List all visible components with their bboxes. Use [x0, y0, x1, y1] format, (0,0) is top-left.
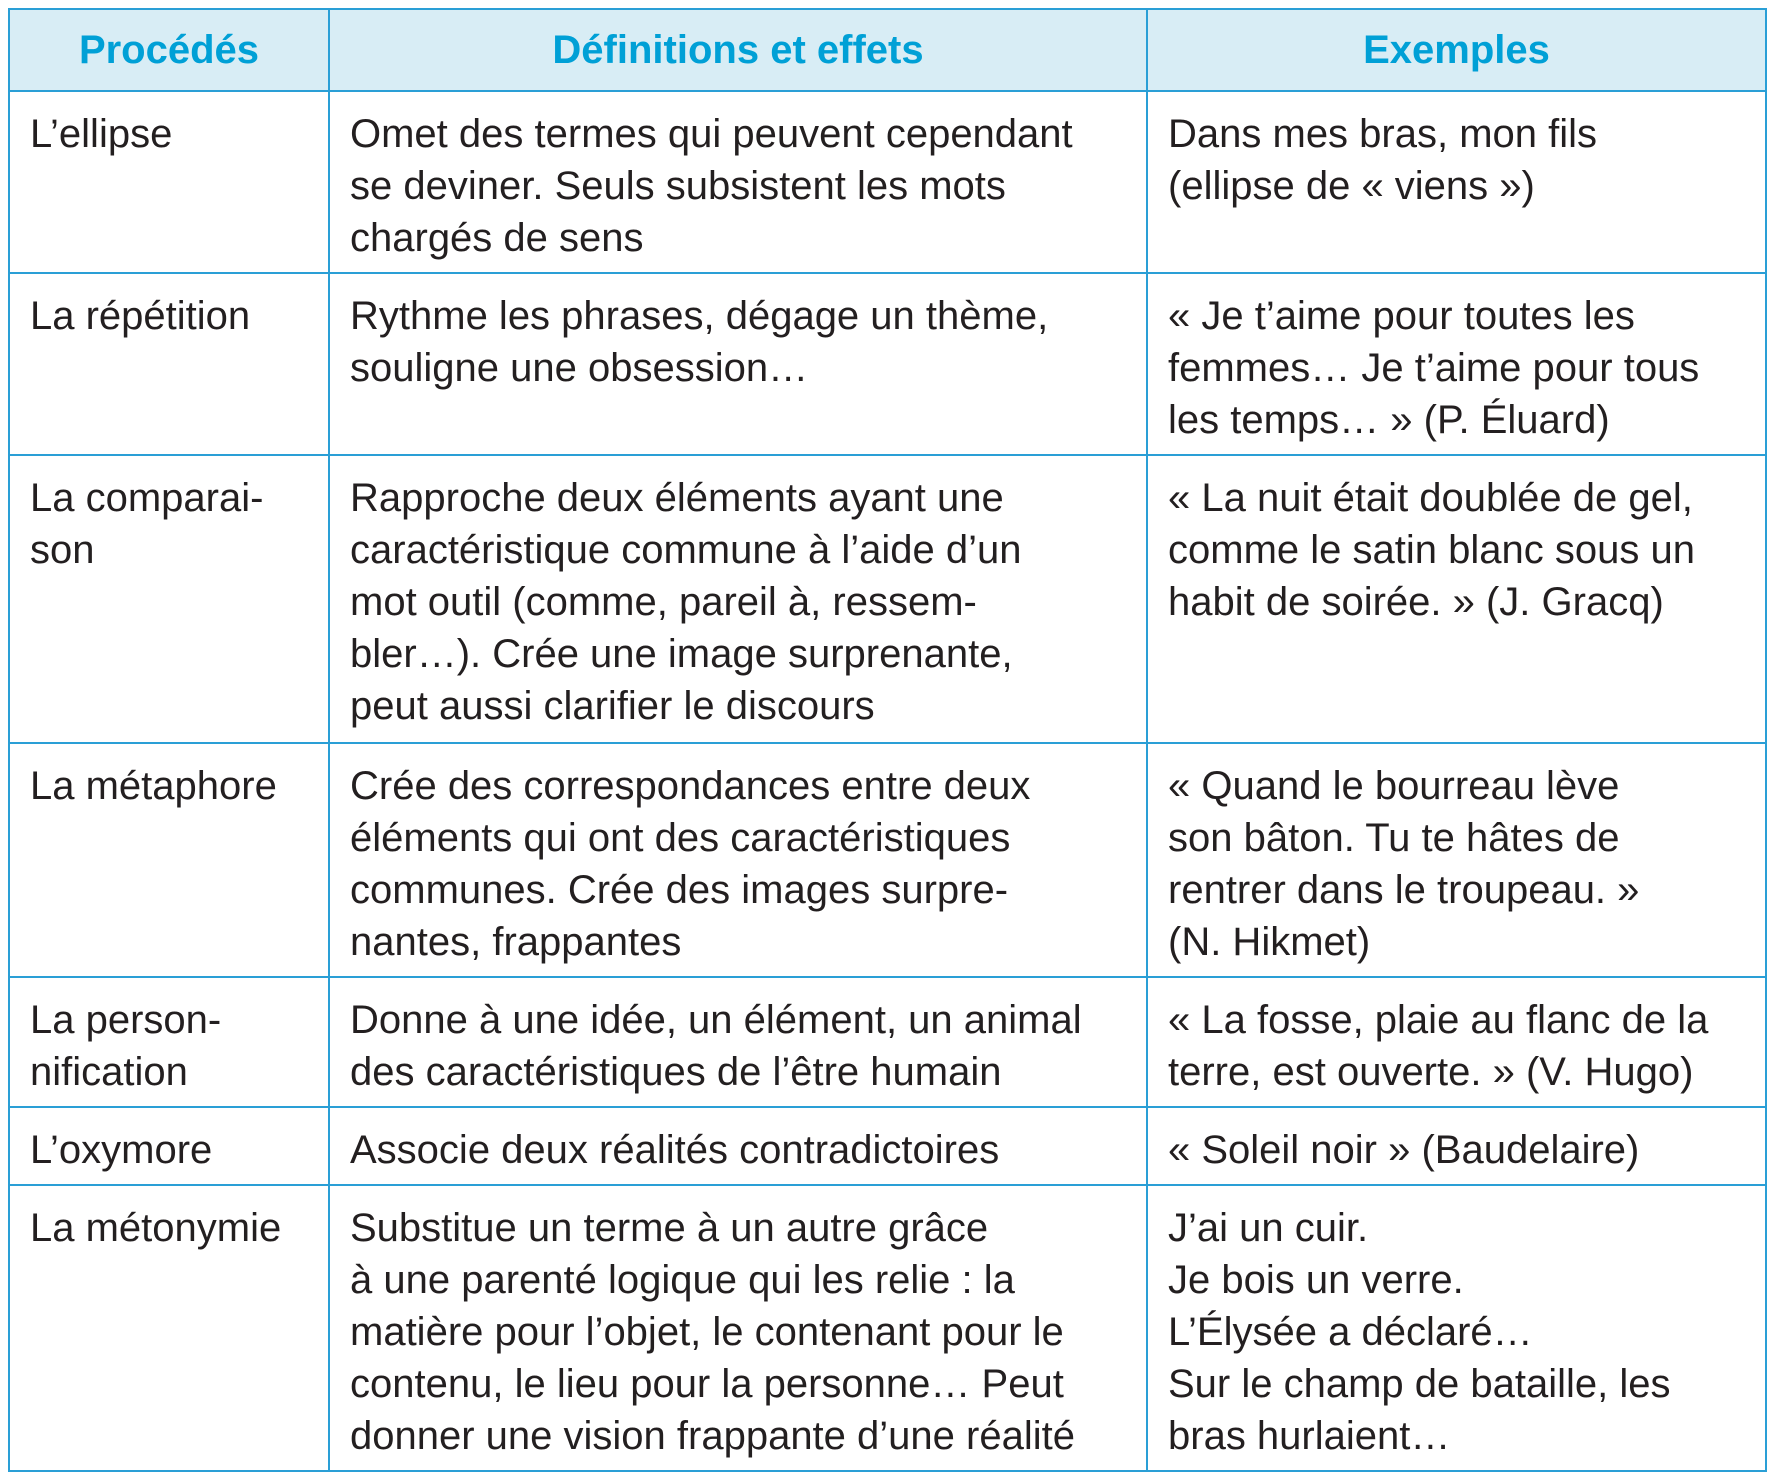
- table-row-comparaison: [9, 455, 1766, 743]
- exemple-line: Je bois un verre.: [1168, 1258, 1464, 1302]
- cell-definition: [329, 1107, 1147, 1185]
- definition-line: à une parenté logique qui les relie : la: [350, 1258, 1015, 1302]
- exemple-line: « Quand le bourreau lève: [1168, 764, 1620, 808]
- procede-line: L’oxymore: [30, 1128, 213, 1172]
- cell-definition: [329, 455, 1147, 743]
- cell-procede: [9, 273, 329, 455]
- procede-line: son: [30, 528, 95, 572]
- definition-line: Donne à une idée, un élément, un animal: [350, 998, 1082, 1042]
- exemple-line: « Je t’aime pour toutes les: [1168, 294, 1635, 338]
- definition-line: Crée des correspondances entre deux: [350, 764, 1031, 808]
- exemple-line: J’ai un cuir.: [1168, 1206, 1369, 1250]
- cell-definition: [329, 743, 1147, 977]
- procede-line: La comparai-: [30, 476, 264, 520]
- exemple-line: les temps… » (P. Éluard): [1168, 398, 1610, 442]
- cell-procede: [9, 1185, 329, 1471]
- exemple-line: son bâton. Tu te hâtes de: [1168, 816, 1620, 860]
- cell-exemple: [1147, 455, 1766, 743]
- exemple-line: (N. Hikmet): [1168, 920, 1371, 964]
- cell-procede: [9, 1107, 329, 1185]
- exemple-line: Sur le champ de bataille, les: [1168, 1362, 1671, 1406]
- header-procedes: Procédés: [9, 9, 329, 91]
- table-row-metaphore: [9, 743, 1766, 977]
- definition-line: peut aussi clarifier le discours: [350, 684, 875, 728]
- definition-line: Rythme les phrases, dégage un thème,: [350, 294, 1049, 338]
- procede-line: nification: [30, 1050, 188, 1094]
- cell-definition: [329, 91, 1147, 273]
- definition-line: chargés de sens: [350, 216, 644, 260]
- figures-de-style-table-container: [8, 8, 1774, 1460]
- definition-line: mot outil (comme, pareil à, ressem-: [350, 580, 977, 624]
- cell-exemple: [1147, 743, 1766, 977]
- definition-line: bler…). Crée une image surprenante,: [350, 632, 1013, 676]
- definition-line: donner une vision frappante d’une réalité: [350, 1414, 1075, 1458]
- definition-line: caractéristique commune à l’aide d’un: [350, 528, 1022, 572]
- table-row-ellipse: [9, 91, 1766, 273]
- table-row-metonymie: [9, 1185, 1766, 1471]
- exemple-line: (ellipse de « viens »): [1168, 164, 1535, 208]
- exemple-line: femmes… Je t’aime pour tous: [1168, 346, 1700, 390]
- definition-line: éléments qui ont des caractéristiques: [350, 816, 1011, 860]
- definition-line: contenu, le lieu pour la personne… Peut: [350, 1362, 1064, 1406]
- exemple-line: terre, est ouverte. » (V. Hugo): [1168, 1050, 1694, 1094]
- definition-line: des caractéristiques de l’être humain: [350, 1050, 1002, 1094]
- table-header-row: [9, 9, 1766, 91]
- procede-line: La métaphore: [30, 764, 277, 808]
- table-row-oxymore: [9, 1107, 1766, 1185]
- cell-exemple: [1147, 91, 1766, 273]
- cell-definition: [329, 1185, 1147, 1471]
- definition-line: Omet des termes qui peuvent cependant: [350, 112, 1073, 156]
- definition-line: communes. Crée des images surpre-: [350, 868, 1009, 912]
- definition-line: Substitue un terme à un autre grâce: [350, 1206, 989, 1250]
- cell-exemple: [1147, 977, 1766, 1107]
- definition-line: matière pour l’objet, le contenant pour le: [350, 1310, 1064, 1354]
- figures-de-style-table: [8, 8, 1767, 1472]
- exemple-line: « Soleil noir » (Baudelaire): [1168, 1128, 1640, 1172]
- procede-line: La métonymie: [30, 1206, 282, 1250]
- header-definitions: Définitions et effets: [329, 9, 1147, 91]
- table-row-repetition: [9, 273, 1766, 455]
- cell-definition: [329, 273, 1147, 455]
- exemple-line: « La fosse, plaie au flanc de la: [1168, 998, 1709, 1042]
- procede-line: La répétition: [30, 294, 251, 338]
- cell-exemple: [1147, 273, 1766, 455]
- cell-procede: [9, 455, 329, 743]
- exemple-line: Dans mes bras, mon fils: [1168, 112, 1598, 156]
- cell-exemple: [1147, 1107, 1766, 1185]
- cell-definition: [329, 977, 1147, 1107]
- table-row-personnification: [9, 977, 1766, 1107]
- procede-line: L’ellipse: [30, 112, 173, 156]
- exemple-line: bras hurlaient…: [1168, 1414, 1451, 1458]
- exemple-line: « La nuit était doublée de gel,: [1168, 476, 1693, 520]
- header-exemples: Exemples: [1147, 9, 1766, 91]
- definition-line: se deviner. Seuls subsistent les mots: [350, 164, 1006, 208]
- definition-line: nantes, frappantes: [350, 920, 682, 964]
- cell-procede: [9, 743, 329, 977]
- cell-procede: [9, 91, 329, 273]
- exemple-line: rentrer dans le troupeau. »: [1168, 868, 1640, 912]
- definition-line: Associe deux réalités contradictoires: [350, 1128, 1000, 1172]
- exemple-line: comme le satin blanc sous un: [1168, 528, 1695, 572]
- definition-line: Rapproche deux éléments ayant une: [350, 476, 1004, 520]
- cell-procede: [9, 977, 329, 1107]
- definition-line: souligne une obsession…: [350, 346, 809, 390]
- procede-line: La person-: [30, 998, 222, 1042]
- exemple-line: L’Élysée a déclaré…: [1168, 1310, 1533, 1354]
- cell-exemple: [1147, 1185, 1766, 1471]
- exemple-line: habit de soirée. » (J. Gracq): [1168, 580, 1664, 624]
